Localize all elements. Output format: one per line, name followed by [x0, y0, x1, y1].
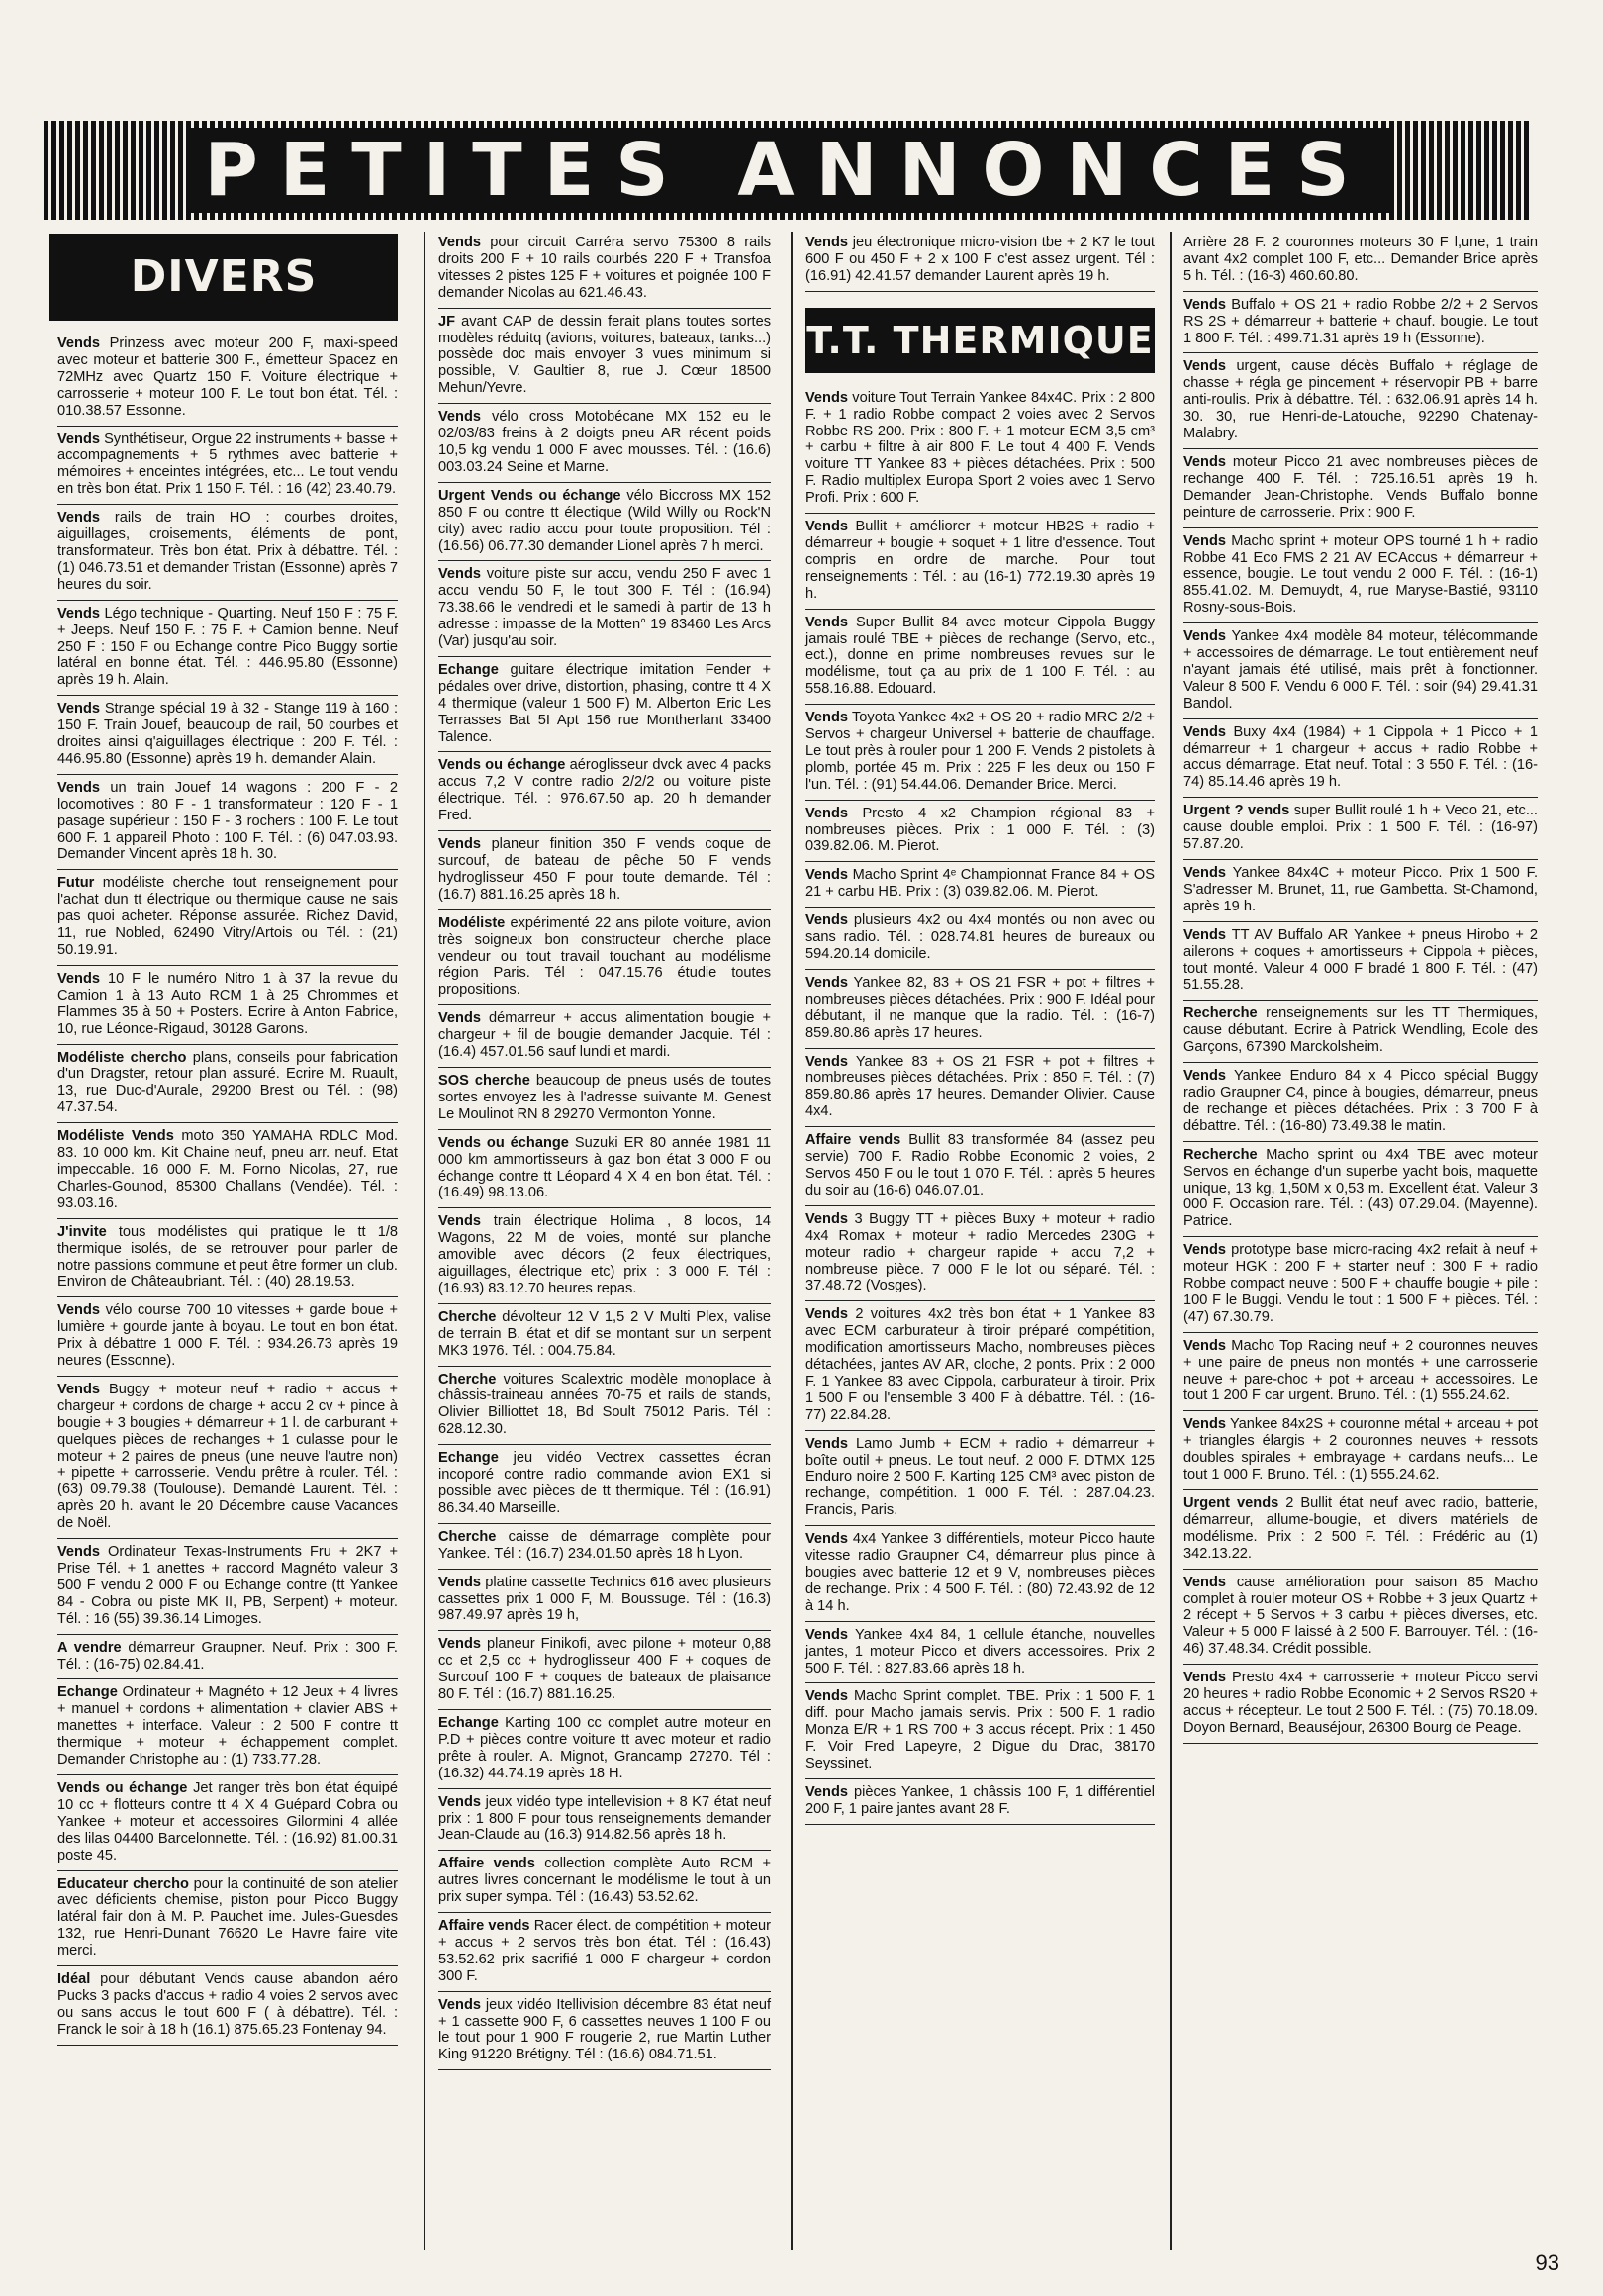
ad-lead: Vends [805, 1306, 848, 1323]
page-number: 93 [1535, 2250, 1559, 2275]
ad-text: beaucoup de pneus usés de toutes sortes envoyez les à l'adresse suivante M. Genest Le Moulinot RN 8 29270 Vermonton Yonne. [438, 1072, 771, 1122]
ad-text: tous modélistes qui pratique le tt 1/8 thermique isolés, de se retrouver pour parler de notre passions commune et peut être former un club. Environ de Châteaubriant. Tél. : (40) 28.19.53. [57, 1223, 398, 1291]
ad-text: 4x4 Yankee 3 différentiels, moteur Picco haute vitesse radio Graupner C4, démarreur plus pince à bougies avec batterie 12 et 9 V, nombreuses pièces de rechange. Prix : 4 500 F. Tél. : (80) 72.43.92 de 12 à 14 h. [805, 1531, 1156, 1614]
classified-ad [1183, 926, 1538, 1002]
ad-text: pour la continuité de son atelier avec déficients chemise, piston pour Picco Buggy latéral fair don à M. P. Pauchet ime. Jules-Guesdes 132, rue Henri-Dunant 76620 Le Havre faire vite merci. [57, 1875, 398, 1960]
ad-text: Jet ranger très bon état équipé 10 cc + flotteurs contre tt 4 X 4 Guépard Cobra ou Yankee + moteur et accessoires Gilormini 4 allée des lilas 04400 Barcelonnette. Tél. : (16.92) 81.00.31 poste 45. [57, 1779, 398, 1864]
ad-text: train électrique Holima , 8 locos, 14 Wagons, 22 M de voies, monté sur planche amovible avec décors (2 feux électriques, aiguillages, électrique etc) prix : 3 000 F. Tél : (16.93) 83.12.70 heures repas. [438, 1213, 772, 1296]
ad-text: Yankee 83 + OS 21 FSR + pot + filtres + nombreuses pièces détachées. Prix : 850 F. Tél. : (7) 859.80.86 après 17 heures. Demander Olivier. Cause 4x4. [805, 1053, 1155, 1120]
classified-ad [805, 1210, 1155, 1302]
ad-text: super Bullit roulé 1 h + Veco 21, etc... cause double emploi. Prix : 1 500 F. Tél. : (16-97) 57.87.20. [1183, 803, 1538, 853]
ad-text: Légo technique - Quarting. Neuf 150 F : 75 F. + Jeeps. Neuf 150 F. : 75 F. + Camion benne. Neuf 250 F : 150 F ou Echange contre Pico Buggy sortie latéral en bonne état. Tél. : 446.95.80 (Essonne) après 19 h. Alain. [57, 605, 398, 689]
classified-ad [438, 1635, 771, 1710]
classified-ad [805, 1783, 1155, 1825]
ad-lead: Vends [805, 1783, 848, 1800]
ad-lead: Cherche [438, 1528, 497, 1545]
classified-ad [1183, 234, 1538, 292]
ad-text: Yankee 84x2S + couronne métal + arceau + pot + triangles élargis + 2 couronnes neuves + ressots doubles spirales + embrayage + cardans neufs... Le tout 1 000 F. Bruno. Tél. : (1) 555.24.62. [1183, 1416, 1538, 1483]
classified-ad [57, 1683, 398, 1775]
ad-text: Presto 4x4 + carrosserie + moteur Picco servi 20 heures + radio Robbe Economic + 2 Servos RS20 + accus + récepteur. Le tout 2 500 F. Tél. : (75) 70.18.09. Doyon Bernard, Beauséjour, 26300 Bourg de Peage. [1183, 1670, 1539, 1736]
ad-text: Yankee 82, 83 + OS 21 FSR + pot + filtres + nombreuses pièces détachées. Prix : 900 F. Idéal pour débutant, il ne manque que la radio. Tél. : (16-7) 859.80.86 après 17 heures. [805, 974, 1155, 1041]
classified-ad [1183, 1146, 1538, 1238]
ad-lead: Vends [57, 430, 100, 447]
ad-text: voiture piste sur accu, vendu 250 F avec 1 accu vendu 50 F, le tout 300 F. Tél : (16.94) 73.38.66 le vendredi et le samedi à partir de 13 h adresse : impasse de la Motten° 19 83460 Les Arcs (Var) jusqu'au soir. [438, 566, 771, 650]
classified-ad [438, 234, 771, 309]
ad-lead: Vends [805, 867, 848, 884]
ad-text: collection complète Auto RCM + autres livres concernant le modélisme le tout à un prix super sympa. Tél : (16.43) 53.52.62. [438, 1856, 771, 1906]
ad-text: Macho sprint ou 4x4 TBE avec moteur Servos en échange d'un superbe yacht bois, maquette unique, 13 kg, 1,50M x 0,53 m. Excellent état. Valeur 3 000 F. Occasion rare. Tél. : (43) 07.29.04. (Mayenne). Patrice. [1183, 1146, 1538, 1230]
ad-lead: Cherche [438, 1371, 497, 1387]
ad-lead: Vends [1183, 1242, 1226, 1259]
ad-text: Macho Sprint complet. TBE. Prix : 1 500 F. 1 diff. pour Macho jamais servis. Prix : 500 F. 1 radio Monza E/R + 1 RS 700 + 3 accus récept. Prix : 1 450 F. Voir Fred Lapeyre, 2 Digue du Drac, 38170 Seyssinet. [805, 1688, 1155, 1772]
ad-text: platine cassette Technics 616 avec plusieurs cassettes prix 1 000 F, M. Boussuge. Tél : (16.3) 987.49.97 après 19 h, [438, 1574, 771, 1624]
header-title-wrap [44, 121, 1532, 220]
classified-ad [1183, 802, 1538, 860]
ad-text: jeux vidéo type intellevision + 8 K7 état neuf prix : 1 800 F pour tous renseignements demander Jean-Claude au (16.3) 914.82.56 après 18 h. [438, 1793, 772, 1844]
ad-text: Presto 4 x2 Champion régional 83 + nombreuses pièces. Prix : 1 000 F. Tél. : (3) 039.82.06. M. Pierot. [805, 805, 1155, 855]
ad-lead: Vends [805, 710, 848, 726]
ad-text: vélo cross Motobécane MX 152 eu le 02/03/83 freins à 2 doigts pneu AR récent poids 10,5 kg vendu 1 000 F avec mousses. Tél. : (16.6) 003.03.24 Seine et Marne. [438, 409, 771, 475]
classified-ad [438, 1308, 771, 1367]
ad-text: Yankee 4x4 84, 1 cellule étanche, nouvelles jantes, 1 moteur Picco et divers accessoires. Prix 2 500 F. Tél. : 827.83.66 après 18 h. [805, 1626, 1155, 1676]
ad-text: 10 F le numéro Nitro 1 à 37 la revue du Camion 1 à 13 Auto RCM 1 à 25 Chrommes et Flammes 35 à 50 + Posters. Ecrire à Anton Fabrice, 10, rue Léonce-Rigaud, 30128 Garons. [57, 970, 398, 1037]
ad-lead: Vends [1183, 453, 1226, 470]
ad-lead: SOS cherche [438, 1072, 530, 1089]
classified-ad [57, 700, 398, 775]
classified-ad [805, 1626, 1155, 1684]
ad-text: Macho sprint + moteur OPS tourné 1 h + radio Robbe 41 Eco FMS 2 21 AV ECAccus + démarreur + essence, bougie. Le tout vendu 2 000 F. Tél. : (16-1) 855.41.02. M. Demuydt, 4, rue Maryse-Bastié, 93110 Rosny-sous-Bois. [1183, 532, 1538, 617]
ad-text: urgent, cause décès Buffalo + réglage de chasse + régla ge pincement + réservopir PB + barre anti-roulis. Prix à débattre. Tél. : 632.06.91 après 14 h. 30. 30, rue Henri-de-Latouche, 92290 Chatenay-Malabry. [1183, 358, 1538, 442]
ad-text: vélo Biccross MX 152 850 F ou contre tt électique (Wild Willy ou Rock'N city) avec radio accu pour toute proposition. Tél : (16.56) 06.77.30 demander Lionel après 7 h merci. [438, 487, 771, 554]
ad-text: planeur Finikofi, avec pilone + moteur 0,88 cc et 2,5 cc + hydroglisseur 400 F + coques de Surcouf 100 F + coques de bateaux de plaisance 80 F. Tél : (16.7) 881.16.25. [438, 1636, 771, 1703]
classified-ad [1183, 357, 1538, 449]
classified-ad [1183, 627, 1538, 719]
ad-lead: Recherche [1183, 1146, 1258, 1163]
classified-ad [438, 1212, 771, 1304]
ad-text: Strange spécial 19 à 32 - Stange 119 à 160 : 150 F. Train Jouef, beaucoup de rail, 50 courbes et droites ainsi q'aiguillages électrique : 200 F. Tél. : 446.95.80 (Essonne) après 19 h. demander Alain. [57, 701, 398, 767]
ad-text: prototype base micro-racing 4x2 refait à neuf + moteur HGK : 200 F + starter neuf : 300 F + radio Robbe compact neuve : 500 F + chauffe bougie + pile : 100 F le Buggi. Vendu le tout : 1 500 F + pièces. Tél. : (47) 67.30.79. [1183, 1242, 1538, 1325]
ad-text: Racer élect. de compétition + moteur + accus + 2 servos très bon état. Tél : (16.43) 53.52.62 prix sacrifié 1 000 F chargeur + cordon 300 F. [438, 1918, 771, 1984]
classified-ad [438, 408, 771, 483]
ad-text: jeu vidéo Vectrex cassettes écran incoporé contre radio commande avion EX1 si possible avec pièces de tt thermique. Tél : (16.91) 86.34.40 Marseille. [438, 1450, 771, 1516]
classified-ad [438, 914, 771, 1006]
ad-lead: Modéliste Vends [57, 1128, 174, 1145]
ad-lead: JF [438, 313, 456, 330]
ad-lead: Vends [1183, 358, 1226, 375]
ad-lead: Vends [805, 1531, 848, 1548]
classified-ad [438, 1996, 771, 2071]
ad-text: caisse de démarrage complète pour Yankee. Tél : (16.7) 234.01.50 après 18 h Lyon. [438, 1528, 771, 1562]
ad-lead: Vends [1183, 532, 1226, 549]
classified-ad [57, 1875, 398, 1967]
ad-text: expérimenté 22 ans pilote voiture, avion très soigneux bon constructeur cherche place vendeur ou tout travail touchant au modélisme région Paris. Tél : 047.15.76 étudie toutes propositions. [438, 914, 771, 999]
ad-lead: Vends ou échange [438, 1134, 569, 1151]
ad-lead: Vends [805, 805, 848, 821]
ad-text: voitures Scalextric modèle monoplace à châssis-traineau années 70-75 et rails de stands, Olivier Billiottet 18, Bd Soult 75012 Paris. Tél : 628.12.30. [438, 1371, 771, 1438]
ad-text: aéroglisseur dvck avec 4 packs accus 7,2 V contre radio 2/2/2 ou voiture piste électrique. Tél. : 976.67.50 ap. 20 h demander Fred. [438, 757, 771, 824]
ad-lead: Vends [805, 1053, 848, 1070]
classified-ad [805, 866, 1155, 908]
ad-text: jeu électronique micro-vision tbe + 2 K7 le tout 600 F ou 450 F + 2 x 100 F c'est assez urgent. Tél : (16.91) 42.41.57 demander Laurent après 19 h. [805, 235, 1155, 284]
ad-lead: Vends [1183, 1337, 1226, 1354]
ad-lead: Vends [57, 1302, 100, 1319]
ad-lead: Idéal [57, 1971, 91, 1988]
ad-text: pour circuit Carréra servo 75300 8 rails droits 200 F + 10 rails courbés 220 F + Transfoa vitesses 2 pistes 125 F + voitures et poignée 100 F demander Nicolas au 621.46.43. [438, 235, 771, 301]
ad-lead: Vends [805, 1210, 848, 1227]
classified-ad [438, 835, 771, 910]
classified-ad [57, 779, 398, 871]
ad-lead: Vends [805, 1626, 848, 1643]
classified-ad [1183, 1669, 1538, 1744]
ad-text: Suzuki ER 80 année 1981 11 000 km ammortisseurs à gaz bon état 3 000 F ou échange contre tt Léopard 4 X 4 en bon état. Tél. : (16.49) 98.13.06. [438, 1134, 772, 1201]
ad-lead: J'invite [57, 1223, 107, 1240]
ad-lead: Vends [805, 389, 848, 406]
ad-lead: Vends ou échange [57, 1779, 188, 1796]
ad-lead: Educateur chercho [57, 1875, 189, 1892]
ad-lead: Vends [805, 614, 848, 630]
column-4 [1183, 234, 1538, 1748]
classified-ad [1183, 296, 1538, 354]
classified-ad [805, 1305, 1155, 1430]
ad-lead: Vends [57, 335, 100, 351]
ad-text: démarreur Graupner. Neuf. Prix : 300 F. Tél. : (16-75) 02.84.41. [57, 1639, 398, 1673]
ad-lead: Vends [438, 1010, 481, 1027]
classified-ad [1183, 1241, 1538, 1333]
classified-ad [57, 1639, 398, 1680]
ad-lead: Vends [805, 235, 848, 250]
classified-ad [57, 1970, 398, 2046]
classified-ad [57, 1543, 398, 1635]
ad-text: Super Bullit 84 avec moteur Cippola Buggy jamais roulé TBE + pièces de rechange (Servo, etc., ect.), donne en prime nombreuses revues sur le modélisme, tout ça au prix de 1 100 F. Tél. : au 558.16.88. Edouard. [805, 614, 1155, 698]
ad-text: 2 Bullit état neuf avec radio, batterie, démarreur, allume-bougie, et divers matériels de modélisme. Prix : 2 500 F. Tél. : Frédéric au (1) 342.13.22. [1183, 1495, 1538, 1562]
classified-ad [438, 487, 771, 562]
classified-ad [438, 1714, 771, 1789]
ad-text: avant CAP de dessin ferait plans toutes sortes modèles réduitq (avions, voitures, bateaux, tanks...) possède doc mais envoyer 3 vues minimum si possible, V. Gaultier 8, rue J. Cœur 18500 Mehun/Yevre. [438, 313, 771, 397]
column-3 [805, 234, 1155, 1829]
ad-lead: Vends [1183, 296, 1226, 313]
ad-lead: Futur [57, 875, 95, 892]
ad-lead: Vends [57, 510, 100, 526]
ad-text: 3 Buggy TT + pièces Buxy + moteur + radio 4x4 Romax + moteur + radio Mercedes 230G + moteur radio + chargeur rapide + accu 7,2 + nombreuse pièce. 7 000 F le lot ou séparé. Tél. : 37.48.72 (Vosges). [805, 1210, 1155, 1294]
classified-ad [438, 756, 771, 831]
ad-text: vélo course 700 10 vitesses + garde boue + lumière + gourde jante à boyau. Le tout en bon état. Prix à débattre 1 000 F. Tél. : 934.26.73 après 19 neures (Essonne). [57, 1302, 398, 1370]
ad-lead: Vends [805, 1435, 848, 1452]
ad-text: Buxy 4x4 (1984) + 1 Cippola + 1 Picco + 1 démarreur + 1 chargeur + accus + radio Robbe + accus démarrage. Etat neuf. Total : 3 550 F. Tél. : (16-74) 85.14.46 après 19 h. [1183, 723, 1538, 791]
classified-ad [438, 565, 771, 657]
section-heading: DIVERS [49, 234, 398, 321]
ad-lead: Affaire vends [438, 1918, 530, 1935]
ad-lead: Vends [57, 701, 100, 718]
classified-ad [805, 911, 1155, 970]
classified-ad [805, 1530, 1155, 1622]
classified-ad [57, 1301, 398, 1377]
classified-ad [1183, 1004, 1538, 1063]
ad-lead: Vends [1183, 1670, 1226, 1686]
classified-ad [805, 1687, 1155, 1779]
ad-lead: Vends [805, 1688, 848, 1705]
classified-ad [57, 1779, 398, 1871]
classified-ad [57, 509, 398, 601]
classified-ad [57, 430, 398, 506]
ad-lead: Vends [57, 1544, 100, 1561]
ad-lead: Vends [438, 235, 481, 250]
classified-ad [57, 605, 398, 697]
ad-lead: Vends [805, 974, 848, 991]
ad-text: un train Jouef 14 wagons : 200 F - 2 locomotives : 80 F - 1 transformateur : 120 F - 1 pasage supérieur : 150 F - 3 rochers : 100 F. Le tout 600 F. 1 appareil Photo : 100 F. Tél. : (6) 047.03.93. Demander Vincent après 18 h. 30. [57, 779, 398, 863]
classified-ad [57, 1049, 398, 1124]
ad-lead: A vendre [57, 1639, 122, 1656]
ad-lead: Modéliste chercho [57, 1049, 187, 1066]
classified-ad [438, 1528, 771, 1570]
classified-ad [1183, 1574, 1538, 1666]
classified-ad [57, 1127, 398, 1219]
ad-lead: Echange [57, 1684, 118, 1701]
ad-lead: Vends [438, 1636, 481, 1653]
classified-ad [805, 1053, 1155, 1128]
column-2 [438, 234, 771, 2074]
classified-ad [438, 313, 771, 405]
ad-lead: Vends [1183, 1416, 1226, 1433]
ad-text: Macho Top Racing neuf + 2 couronnes neuves + une paire de pneus non montés + une carrosserie neuve + pare-choc + pot + arceau + accessoires. Le tout 1 200 F car urgent. Bruno. Tél. : (1) 555.24.62. [1183, 1337, 1538, 1404]
ad-lead: Vends [1183, 865, 1226, 881]
classified-ad [1183, 723, 1538, 799]
classified-ad [438, 1793, 771, 1852]
ad-text: renseignements sur les TT Thermiques, cause débutant. Ecrire à Patrick Wendling, Ecole des Garçons, 67390 Marckolsheim. [1183, 1005, 1538, 1056]
ad-lead: Vends [57, 970, 100, 987]
classified-ad [1183, 864, 1538, 922]
header-title: PETITES ANNONCES [186, 128, 1388, 213]
ad-lead: Vends [805, 519, 848, 535]
classified-ad [1183, 1337, 1538, 1412]
ad-text: moteur Picco 21 avec nombreuses pièces de rechange 400 F. Tél. : 725.16.51 après 19 h. Demander Jean-Christophe. Vends Buffalo bonne peinture de carrosserie. Prix : 900 F. [1183, 453, 1538, 521]
ad-text: Yankee Enduro 84 x 4 Picco spécial Buggy radio Graupner C4, pince à bougies, démarreur, pneus de rechange et pièces détachées. Prix : 3 700 F à débattre. Tél. : (16-80) 73.49.38 le matin. [1183, 1068, 1538, 1134]
page-header [44, 121, 1532, 220]
ad-lead: Echange [438, 1450, 499, 1467]
ad-lead: Vends [1183, 628, 1226, 645]
ad-text: pour débutant Vends cause abandon aéro Pucks 3 packs d'accus + radio 4 voies 2 servos avec ou sans accus le tout 600 F ( à débattre). Tél. : Franck le soir à 18 h (16.1) 875.65.23 Fontenay 94. [57, 1971, 398, 2038]
classified-ad [57, 874, 398, 966]
classified-ad [805, 709, 1155, 801]
classified-ad [438, 661, 771, 753]
ad-text: TT AV Buffalo AR Yankee + pneus Hirobo + 2 ailerons + coques + amortisseurs + Cippola + pièces, tout monté. Valeur 4 000 F bradé 1 800 F. Tél. : (47) 51.55.28. [1183, 926, 1538, 994]
column-rule [424, 232, 425, 2250]
classified-ad [438, 1449, 771, 1524]
ad-lead: Vends [1183, 723, 1226, 740]
classified-ad [438, 1371, 771, 1446]
classified-ad [805, 974, 1155, 1049]
ad-lead: Vends [1183, 926, 1226, 943]
classified-ad [805, 234, 1155, 292]
classified-ad [805, 1435, 1155, 1527]
ad-text: démarreur + accus alimentation bougie + chargeur + fil de bougie demander Jacquie. Tél : (16.4) 457.01.56 sauf lundi et mardi. [438, 1010, 771, 1061]
ad-lead: Urgent ? vends [1183, 803, 1290, 819]
ad-text: Arrière 28 F. 2 couronnes moteurs 30 F l,une, 1 train avant 4x2 complet 100 F, etc... Demander Brice après 5 h. Tél. : (16-3) 460.60.80. [1183, 235, 1538, 284]
column-rule [1170, 232, 1172, 2250]
ad-text: rails de train HO : courbes droites, aiguillages, croisements, éléments de pont, transformateur. Très bon état. Prix à débattre. Tél. : (1) 046.73.51 et demander Tristan (Essonne) après 7 heures du soir. [57, 510, 398, 593]
classified-ad [57, 335, 398, 427]
ad-text: voiture Tout Terrain Yankee 84x4C. Prix : 2 800 F. + 1 radio Robbe compact 2 voies avec 2 Servos Robbe RS 200. Prix : 800 F. + 1 moteur ECM 3,5 cm³ + carbu + filtre à air 800 F. Le tout 4 400 F. Vends voiture TT Yankee 83 + pièces détachées. Prix : 500 F. Radio multiplex Europa Sport 2 voies avec 1 Servo Profi. Prix : 600 F. [805, 389, 1155, 507]
classified-ad [1183, 532, 1538, 624]
classified-ad [57, 970, 398, 1045]
ad-lead: Vends [438, 1996, 481, 2013]
classified-ad [438, 1855, 771, 1913]
ad-text: guitare électrique imitation Fender + pédales over drive, distortion, phasing, contre tt 4 X 4 thermique (valeur 1 500 F) M. Alberton Eric Les Terrasses Bat 5I Apt 156 rue Montherlant 33400 Talence. [438, 661, 771, 745]
classified-ad [805, 1131, 1155, 1206]
classified-ad [438, 1134, 771, 1209]
ad-lead: Modéliste [438, 914, 506, 931]
ad-lead: Affaire vends [438, 1856, 535, 1872]
ad-lead: Echange [438, 661, 499, 678]
classified-ad [1183, 1067, 1538, 1142]
ad-lead: Vends [438, 1793, 481, 1810]
ad-text: Karting 100 cc complet autre moteur en P.D + pièces contre voiture tt avec moteur et radio prête à rouler. A. Mignot, Grancamp 27270. Tél : (16.32) 44.74.19 après 18 H. [438, 1714, 771, 1781]
classified-ad [805, 518, 1155, 610]
ad-text: Bullit + améliorer + moteur HB2S + radio + démarreur + bougie + soquet + 1 litre d'essence. Tout compris en ordre de marche. Pour tout renseignements : Tél. : au (16-1) 772.19.30 après 19 h. [805, 519, 1155, 602]
ad-text: pièces Yankee, 1 châssis 100 F, 1 différentiel 200 F, 1 paire jantes avant 28 F. [805, 1783, 1155, 1817]
ad-text: 2 voitures 4x2 très bon état + 1 Yankee 83 avec ECM carburateur à tiroir préparé compétition, modification amortisseurs Macho, nombreuses pièces détachées, jantes AV AR, cloche, 2 ponts. Prix : 2 000 F. 1 Yankee 83 avec Cippola, carburateur à tiroir. Prix 1 500 F ou l'ensemble 3 400 F à débattre. Tél. : (16-77) 22.84.28. [805, 1306, 1155, 1423]
ad-lead: Vends [57, 605, 100, 622]
classified-ad [805, 614, 1155, 706]
ad-text: Lamo Jumb + ECM + radio + démarreur + boîte outil + pneus. Le tout neuf. 2 000 F. DTMX 125 Enduro noire 2 500 F. Karting 125 CM³ avec piston de rechange, compétition. 1 000 F. Tél. : 287.04.23. Francis, Paris. [805, 1435, 1155, 1519]
ad-lead: Urgent Vends ou échange [438, 487, 621, 504]
column-1 [57, 234, 398, 2050]
ad-lead: Vends [57, 779, 100, 796]
classified-ad [57, 1223, 398, 1298]
ad-text: Bullit 83 transformée 84 (assez peu servie) 700 F. Radio Robbe Economic 2 voies, 2 Servos 450 F ou le tout 1 070 F. Tél. : après 5 heures du soir au (16-6) 046.07.01. [805, 1132, 1155, 1198]
ad-text: Prinzess avec moteur 200 F, maxi-speed avec moteur et batterie 300 F., émetteur Spacez en 72MHz avec Quartz 150 F. Voiture électrique + carrosserie + moteur 100 F. Le tout bon état. Tél. : 010.38.57 Essonne. [57, 335, 398, 419]
ad-lead: Urgent vends [1183, 1495, 1279, 1511]
classified-ad [438, 1009, 771, 1068]
ad-lead: Recherche [1183, 1005, 1258, 1022]
ad-text: dévolteur 12 V 1,5 2 V Multi Plex, valise de terrain B. état et dif se montant sur un serpent MK3 1976. Tél. : 004.75.84. [438, 1308, 771, 1359]
ad-text: Buggy + moteur neuf + radio + accus + chargeur + cordons de charge + accu 2 cv + pince à bougie + 3 bougies + démarreur + 1 l. de carburant + quelques pièces de rechanges + 1 culasse pour le moteur + 2 paires de pneus (une neuve l'autre non) + pipette + carrosserie. Vendu prêtre à rouler. Tél. : (63) 09.79.38 (Toulouse). Demandé Laurent. Tél. : après 20 h. avant le 20 Décembre cause Vacances de Noël. [57, 1381, 398, 1532]
section-heading: T.T. THERMIQUE [805, 308, 1155, 373]
ad-text: Ordinateur Texas-Instruments Fru + 2K7 + Prise Tél. + 1 anettes + raccord Magnéto valeur 3 500 F vendu 2 000 F ou Echange contre (tt Yankee 84 - Cobra ou piste MK II, PB, Serpent) + moteur. Tél. : 16 (55) 39.36.14 Limoges. [57, 1544, 398, 1627]
classified-ad [438, 1072, 771, 1130]
ad-text: moto 350 YAMAHA RDLC Mod. 83. 10 000 km. Kit Chaine neuf, pneu arr. neuf. Etat impeccable. 16 000 F. M. Forno Nicolas, 27, rue Charles-Gounod, 85300 Challans (Vendée). Tél. : 93.03.16. [57, 1128, 398, 1211]
ad-text: jeux vidéo Itellivision décembre 83 état neuf + 1 cassette 900 F, 6 cassettes neuves 1 100 F ou le tout pour 1 900 F rougerie 2, rue Martin Luther King 91220 Brétigny. Tél : (16.6) 084.71.51. [438, 1996, 771, 2063]
ad-lead: Affaire vends [805, 1132, 901, 1149]
ad-lead: Echange [438, 1714, 499, 1731]
ad-text: Toyota Yankee 4x2 + OS 20 + radio MRC 2/2 + Servos + chargeur Universel + batterie de chauffage. Le tout près à rouler pour 1 200 F. Vends 2 pistolets à plomb, portée 45 m. Prix : 225 F les deux ou 150 F l'un. Tél. : (91) 54.44.06. Demander Brice. Merci. [805, 710, 1155, 793]
ad-text: planeur finition 350 F vends coque de surcouf, de bateau de pêche 50 F vends hydroglisseur 450 F pour toute demande. Tél : (16.7) 881.16.25 après 18 h. [438, 836, 771, 903]
classified-ad [805, 805, 1155, 863]
ad-lead: Vends [438, 566, 481, 583]
ad-lead: Vends [438, 1574, 481, 1590]
ad-text: Buffalo + OS 21 + radio Robbe 2/2 + 2 Servos RS 2S + démarreur + batterie + chauf. bougie. Le tout 1 800 F. Tél. : 499.71.31 après 19 h (Essonne). [1183, 296, 1538, 346]
ad-text: Macho Sprint 4ᵉ Championnat France 84 + OS 21 + carbu HB. Prix : (3) 039.82.06. M. Pierot. [805, 867, 1155, 901]
classified-ad [438, 1574, 771, 1632]
ad-lead: Vends [57, 1381, 100, 1397]
column-rule [791, 232, 793, 2250]
classified-ad [57, 1381, 398, 1539]
classified-ad [1183, 1494, 1538, 1570]
ad-text: plusieurs 4x2 ou 4x4 montés ou non avec ou sans radio. Tél. : 028.74.81 heures de bureaux ou 594.20.14 domicile. [805, 912, 1155, 962]
ad-lead: Cherche [438, 1308, 497, 1325]
ad-lead: Vends [438, 1213, 481, 1230]
ad-lead: Vends [1183, 1574, 1226, 1590]
ad-text: Yankee 84x4C + moteur Picco. Prix 1 500 F. S'adresser M. Brunet, 11, rue Gambetta. St-Chamond, après 19 h. [1183, 865, 1539, 914]
ad-text: Synthétiseur, Orgue 22 instruments + basse + accompagnements + 5 rythmes avec batterie + mémoires + enceintes intégrées, etc... Le tout vendu en très bon état. Prix 1 150 F. Tél. : 16 (42) 23.40.79. [57, 430, 398, 498]
ad-lead: Vends [805, 912, 848, 929]
ad-text: modéliste cherche tout renseignement pour l'achat dun tt électrique ou thermique cause ne sais pas quoi acheter. Réponse assurée. Richez David, 11, rue Nobled, 62490 Vitry/Artois ou Tél. : (21) 50.19.91. [57, 875, 398, 958]
ad-text: cause amélioration pour saison 85 Macho complet à rouler moteur OS + Robbe + 3 jeux Quartz + 2 récept + 5 Servos + 3 carbu + pièces diverses, etc. Valeur + 5 000 F laissé à 2 500 F. Barrouyer. Tél. : (16-46) 37.48.34. Crédit possible. [1183, 1574, 1538, 1658]
ad-text: plans, conseils pour fabrication d'un Dragster, retour plan assuré. Ecrire M. Ruault, 13, rue Duc-d'Aurale, 29200 Brest ou Tél. : (98) 47.37.54. [57, 1049, 398, 1116]
ad-text: Yankee 4x4 modèle 84 moteur, télécommande + accessoires de démarrage. Le tout entièrement neuf n'ayant jamais été utilisé, mais prêt à fonctionner. Valeur 8 500 F. Vendu 6 000 F. Tél. : soir (94) 29.41.31 Bandol. [1183, 628, 1538, 712]
classified-ad [1183, 1415, 1538, 1490]
ad-lead: Vends [438, 836, 481, 853]
ad-lead: Vends ou échange [438, 757, 566, 774]
classified-ad [438, 1917, 771, 1992]
ad-lead: Vends [1183, 1068, 1226, 1085]
classified-ad [805, 389, 1155, 514]
ad-text: Ordinateur + Magnéto + 12 Jeux + 4 livres + manuel + cordons + alimentation + clavier ABS + manettes + interface. Valeur : 2 500 F contre tt thermique + moteur + échappement complet. Demander Christophe au : (1) 733.77.28. [57, 1684, 398, 1769]
classified-ad [1183, 453, 1538, 528]
ad-lead: Vends [438, 409, 481, 426]
